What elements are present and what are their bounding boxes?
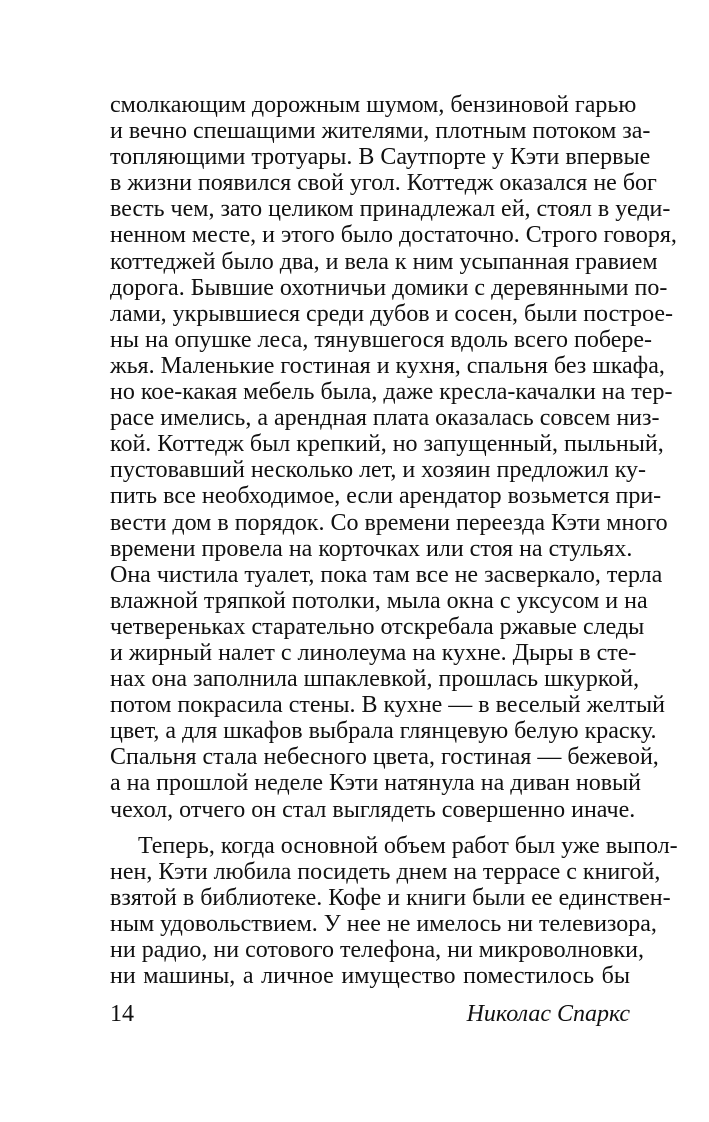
text-line: Спальня стала небесного цвета, гостиная — бежевой,: [110, 744, 659, 771]
text-line: ненном месте, и этого было достаточно. Строго говоря,: [110, 222, 677, 249]
body-text: [110, 92, 678, 990]
text-line: пустовавший несколько лет, и хозяин предложил ку-: [110, 457, 647, 484]
text-line: потом покрасила стены. В кухне — в веселый желтый: [110, 692, 665, 719]
text-line: влажной тряпкой потолки, мыла окна с уксусом и на: [110, 587, 648, 614]
text-line: жья. Маленькие гостиная и кухня, спальня без шкафа,: [110, 352, 665, 379]
text-line: в жизни появился свой угол. Коттедж оказался не бог: [110, 170, 657, 197]
text-line: чехол, отчего он стал выглядеть совершенно иначе.: [110, 796, 636, 823]
text-line: расе имелись, а арендная плата оказалась совсем низ-: [110, 405, 660, 432]
text-line: взятой в библиотеке. Кофе и книги были ее единствен-: [110, 884, 671, 911]
text-line: четвереньках старательно отскребала ржавые следы: [110, 613, 645, 640]
paragraph-gap: [110, 823, 630, 833]
text-line: цвет, а для шкафов выбрала глянцевую белую краску.: [110, 718, 657, 745]
text-line: Теперь, когда основной объем работ был уже выпол-: [138, 832, 678, 859]
paragraph: [110, 92, 677, 823]
text-line: нен, Кэти любила посидеть днем на террасе с книгой,: [110, 858, 661, 885]
text-line: Она чистила туалет, пока там все не засверкало, терла: [110, 561, 663, 588]
text-line: дорога. Бывшие охотничьи домики с деревянными по-: [110, 274, 668, 301]
text-line: и вечно спешащими жителями, плотным потоком за-: [110, 118, 651, 145]
text-line: ны на опушке леса, тянувшегося вдоль всего побере-: [110, 326, 653, 353]
running-author: Николас Спаркс: [466, 1001, 630, 1027]
text-line: времени провела на корточках или стоя на стульях.: [110, 535, 633, 562]
text-line: ни машины, а личное имущество поместилось бы: [110, 963, 630, 990]
text-line: пить все необходимое, если арендатор возьмется при-: [110, 483, 662, 510]
text-line: весть чем, зато целиком принадлежал ей, стоял в уеди-: [110, 196, 671, 223]
text-line: смолкающим дорожным шумом, бензиновой гарью: [110, 92, 637, 118]
text-line: коттеджей было два, и вела к ним усыпанная гравием: [110, 248, 658, 275]
text-line: ни радио, ни сотового телефона, ни микроволновки,: [110, 937, 644, 963]
text-line: вести дом в порядок. Со времени переезда Кэти много: [110, 509, 668, 536]
text-line: кой. Коттедж был крепкий, но запущенный, пыльный,: [110, 431, 664, 458]
page-number: 14: [110, 1001, 134, 1027]
text-line: ным удовольствием. У нее не имелось ни телевизора,: [110, 910, 657, 937]
text-line: а на прошлой неделе Кэти натянула на диван новый: [110, 770, 641, 797]
text-line: и жирный налет с линолеума на кухне. Дыры в сте-: [110, 639, 637, 666]
text-line: но кое-какая мебель была, даже кресла-качалки на тер-: [110, 379, 673, 406]
text-line: топляющими тротуары. В Саутпорте у Кэти впервые: [110, 144, 651, 171]
page-footer: [110, 999, 630, 1029]
text-line: лами, укрывшиеся среди дубов и сосен, были построе-: [110, 300, 674, 327]
paragraph: [110, 832, 678, 990]
text-line: нах она заполнила шпаклевкой, прошлась шкуркой,: [110, 666, 640, 693]
